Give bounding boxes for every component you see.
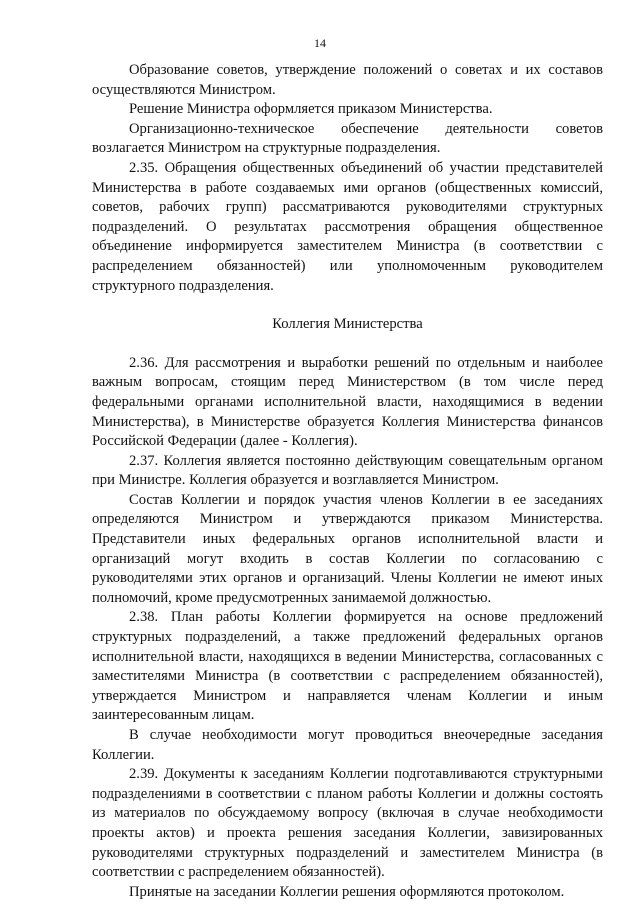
section-title: Коллегия Министерства [272,316,423,333]
paragraph-2-38: 2.38. План работы Коллегии формируется на основе предложений структурных подразделений, а также предложений федеральных органов исполнительной власти, находящихся в ведении Министерства, согласованных с заместителями Министра (в соответствии с распределением обязанностей), утверждается Министром и направляется членам Коллегии и иным заинтересованным лицам. [92,609,603,724]
document-body [92,61,603,902]
paragraph: Организационно-техническое обеспечение деятельности советов возлагается Министром на структурные подразделения. [92,120,603,157]
page-number: 14 [314,36,326,50]
paragraph: Решение Министра оформляется приказом Министерства. [129,101,493,118]
paragraph-2-35: 2.35. Обращения общественных объединений об участии представителей Министерства в работе создаваемых ими органов (общественных комиссий, советов, рабочих групп) рассматриваются руководителями структурных подразделений. О результатах рассмотрения обращения общественное объединение информируется заместителем Министра (в соответствии с распределением обязанностей) или уполномоченным руководителем структурного подразделения. [92,159,603,294]
paragraph-2-37: 2.37. Коллегия является постоянно действующим совещательным органом при Министре. Коллегия образуется и возглавляется Министром. [92,452,603,489]
paragraph: В случае необходимости могут проводиться внеочередные заседания Коллегии. [92,727,603,763]
paragraph: Образование советов, утверждение положений о советах и их составов осуществляются Министром. [92,62,603,98]
paragraph: Состав Коллегии и порядок участия членов Коллегии в ее заседаниях определяются Министром и утверждаются приказом Министерства. Представители иных федеральных органов исполнительной власти и организаций могут входить в состав Коллегии по согласованию с руководителями этих органов и организаций. Члены Коллегии не имеют иных полномочий, кроме предусмотренных занимаемой должностью. [92,491,603,606]
paragraph-2-39: 2.39. Документы к заседаниям Коллегии подготавливаются структурными подразделениями в соответствии с планом работы Коллегии и должны состоять из материалов по обсуждаемому вопросу (включая в случае необходимости проекты актов) и проекта решения заседания Коллегии, завизированных руководителями структурных подразделений и заместителем Министра (в соответствии с распределением обязанностей). [92,766,603,881]
paragraph: Принятые на заседании Коллегии решения оформляются протоколом. [129,883,565,900]
paragraph-2-36: 2.36. Для рассмотрения и выработки решений по отдельным и наиболее важным вопросам, стоящим перед Министерством (в том числе перед федеральными органами исполнительной власти, находящимися в ведении Министерства), в Министерстве образуется Коллегия Министерства финансов Российской Федерации (далее - Коллегия). [92,354,603,450]
